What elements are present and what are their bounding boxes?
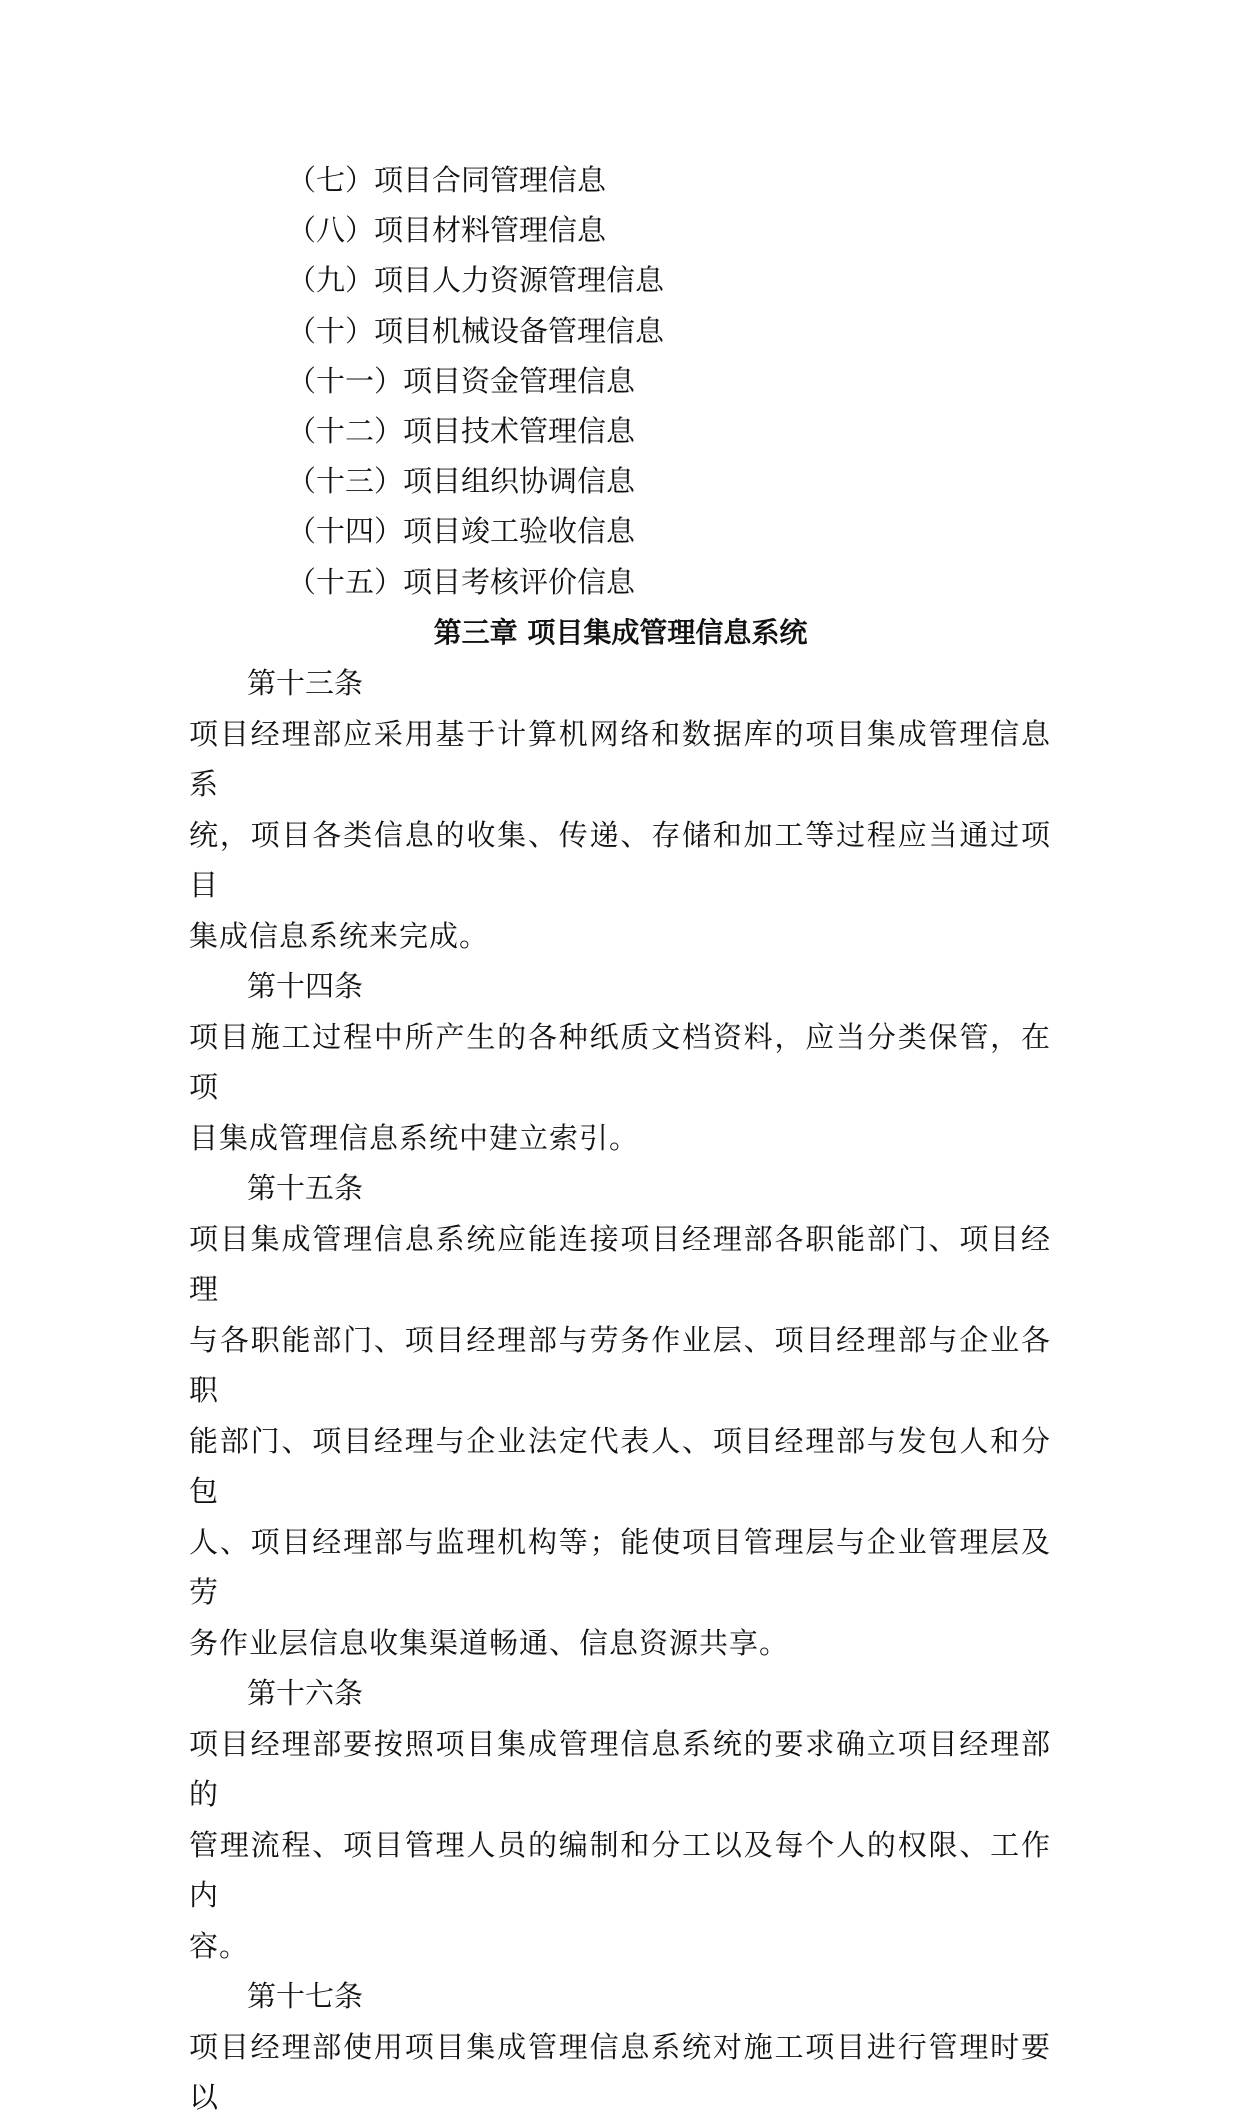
- article-line: 容。: [189, 1928, 250, 1963]
- article-17: [189, 1971, 1051, 2123]
- list-item: （十一）项目资金管理信息: [287, 363, 636, 398]
- article-line: 项目经理部使用项目集成管理信息系统对施工项目进行管理时要以: [189, 2029, 1051, 2114]
- article-line: 与各职能部门、项目经理部与劳务作业层、项目经理部与企业各职: [189, 1322, 1051, 1407]
- list-item: （十）项目机械设备管理信息: [287, 313, 665, 348]
- articles-body: [189, 658, 1051, 2123]
- article-heading: 第十四条: [247, 969, 364, 1003]
- article-line: 项目集成管理信息系统应能连接项目经理部各职能部门、项目经理: [189, 1221, 1051, 1306]
- chapter-title: 第三章 项目集成管理信息系统: [433, 616, 808, 649]
- list-item: （十五）项目考核评价信息: [287, 564, 636, 599]
- article-line: 能部门、项目经理与企业法定代表人、项目经理部与发包人和分包: [189, 1423, 1051, 1508]
- article-line: 目集成管理信息系统中建立索引。: [189, 1120, 640, 1155]
- article-heading: 第十五条: [247, 1171, 364, 1205]
- article-line: 统，项目各类信息的收集、传递、存储和加工等过程应当通过项目: [189, 817, 1051, 902]
- article-line: 项目施工过程中所产生的各种纸质文档资料，应当分类保管，在项: [189, 1019, 1051, 1104]
- list-item: （七）项目合同管理信息: [287, 163, 607, 197]
- list-item: （九）项目人力资源管理信息: [287, 263, 665, 298]
- info-category-list: [287, 155, 664, 607]
- article-14: [189, 961, 1051, 1163]
- article-line: 人、项目经理部与监理机构等；能使项目管理层与企业管理层及劳: [189, 1524, 1051, 1609]
- article-line: 项目经理部要按照项目集成管理信息系统的要求确立项目经理部的: [189, 1726, 1051, 1811]
- article-line: 务作业层信息收集渠道畅通、信息资源共享。: [189, 1625, 790, 1660]
- article-15: [189, 1163, 1051, 1668]
- list-item: （十二）项目技术管理信息: [287, 413, 636, 448]
- article-line: 管理流程、项目管理人员的编制和分工以及每个人的权限、工作内: [189, 1827, 1051, 1912]
- article-heading: 第十六条: [247, 1676, 364, 1710]
- list-item: （十四）项目竣工验收信息: [287, 514, 636, 549]
- article-13: [189, 658, 1051, 961]
- article-line: 项目经理部应采用基于计算机网络和数据库的项目集成管理信息系: [189, 716, 1051, 801]
- list-item: （八）项目材料管理信息: [287, 213, 607, 248]
- article-16: [189, 1668, 1051, 1971]
- article-heading: 第十七条: [247, 1979, 364, 2013]
- article-heading: 第十三条: [247, 666, 364, 700]
- article-line: 集成信息系统来完成。: [189, 918, 490, 953]
- list-item: （十三）项目组织协调信息: [287, 464, 636, 499]
